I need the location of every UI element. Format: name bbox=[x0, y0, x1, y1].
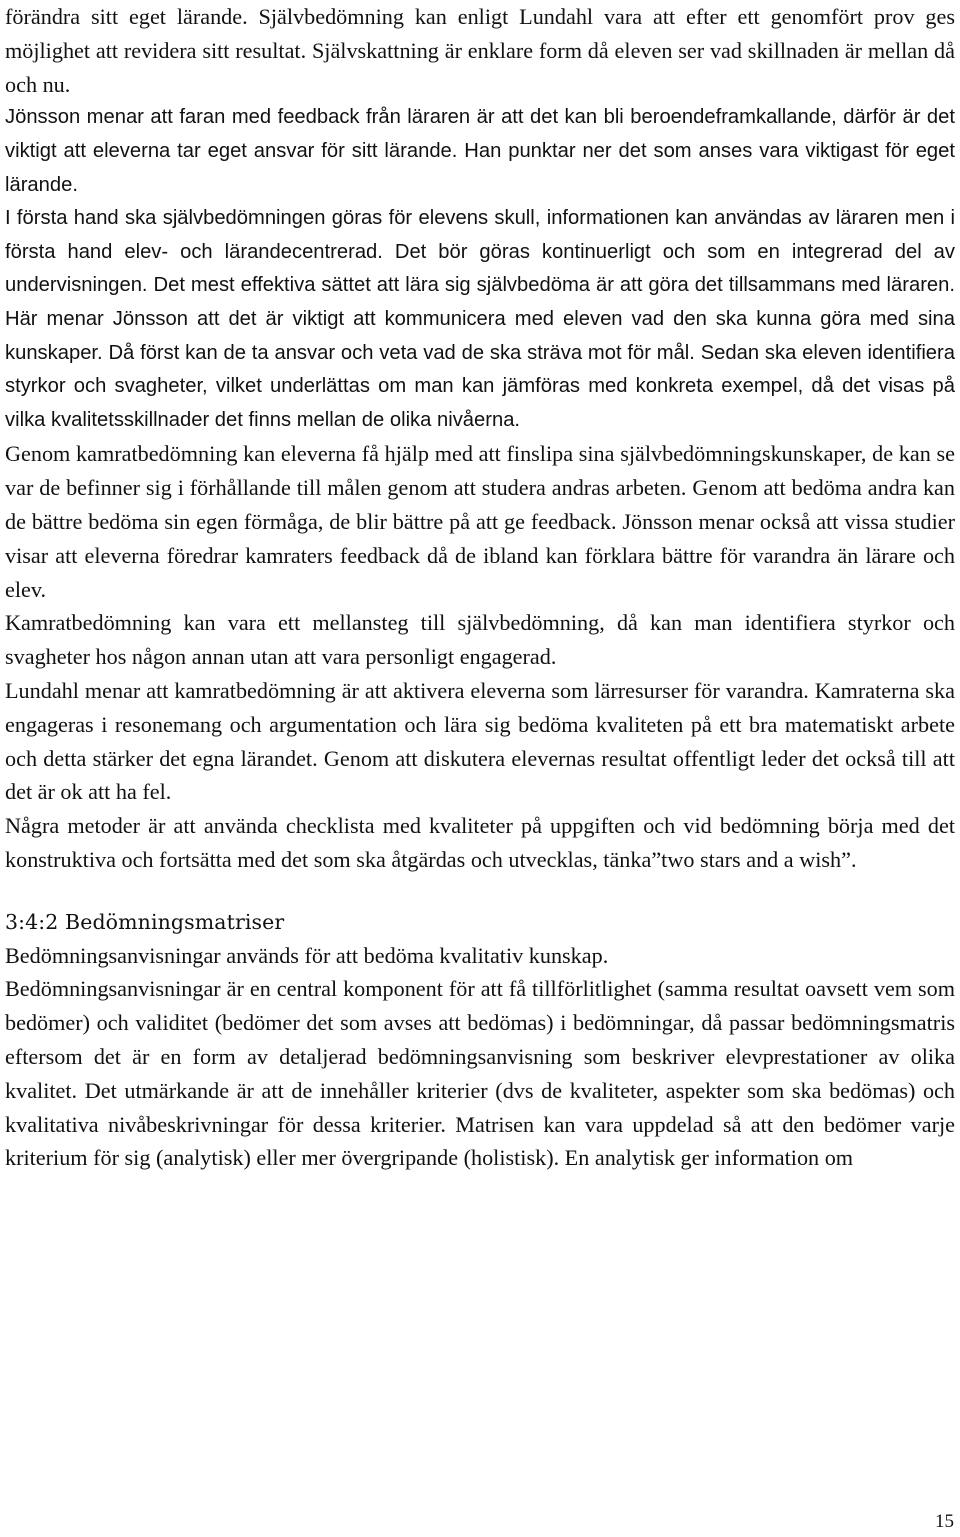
paragraph-methods-checklist: Några metoder är att använda checklista med kvaliteter på uppgiften och vid bedömning börja med det konstruktiva och fortsätta med det som ska åtgärdas och utvecklas, tänka”two stars and a wish”. bbox=[5, 813, 955, 872]
paragraph-peer-assessment: Genom kamratbedömning kan eleverna få hjälp med att finslipa sina självbedömningskunskaper, de kan se var de befinner sig i förhållande till målen genom att studera andras arbeten. Genom att bedöma andra kan de bättre bedöma sin egen förmåga, de blir bättre på att ge feedback. Jönsson menar också att vissa studier visar att eleverna föredrar kamraters feedback då de ibland kan förklara bättre för varandra än lärare och elev. bbox=[5, 441, 955, 602]
section-heading: 3:4:2 Bedömningsmatriser bbox=[5, 909, 285, 934]
paragraph-assessment-matrix: Bedömningsanvisningar är en central komponent för att få tillförlitlighet (samma resultat oavsett vem som bedömer) och validitet (bedömer det som avses att bedömas) i bedömningar, då passar bedömningsmatris eftersom det är en form av detaljerad bedömningsanvisning som beskriver elevprestationer av olika kvalitet. Det utmärkande är att de innehåller kriterier (dvs de kvaliteter, aspekter som ska bedömas) och kvalitativa nivåbeskrivningar för dessa kriterier. Matrisen kan vara uppdelad så att den bedömer varje kriterium för sig (analytisk) eller mer övergripande (holistisk). En analytisk ger information om bbox=[5, 976, 955, 1171]
paragraph-jonsson-feedback: Jönsson menar att faran med feedback från läraren är att det kan bli beroendeframkallande, därför är det viktigt att eleverna tar eget ansvar för sitt lärande. Han punktar ner det som anses vara viktigast för eget lärande. bbox=[5, 106, 955, 196]
paragraph-lundahl-peer-resources: Lundahl menar att kamratbedömning är att aktivera eleverna som lärresurser för varandra. Kamraterna ska engageras i resonemang och argumentation och lära sig bedöma kvaliteten på ett bra matematiskt arbete och detta stärker det egna lärandet. Genom att diskutera elevernas resultat offentligt leder det också till att det är ok att ha fel. bbox=[5, 677, 955, 805]
paragraph-assessment-instructions-intro: Bedömningsanvisningar används för att bedöma kvalitativ kunskap. bbox=[5, 942, 609, 968]
paragraph-peer-intermediate-step: Kamratbedömning kan vara ett mellansteg till självbedömning, då kan man identifiera styrkor och svagheter hos någon annan utan att vara personligt engagerad. bbox=[5, 610, 955, 670]
body-text bbox=[5, 0, 955, 1175]
paragraph-self-assessment: förändra sitt eget lärande. Självbedömning kan enligt Lundahl vara att efter ett genomfört prov ges möjlighet att revidera sitt resultat. Självskattning är enklare form då eleven ser vad skillnaden är mellan då och nu. bbox=[5, 4, 955, 97]
paragraph-self-assessment-principles: I första hand ska självbedömningen göras för elevens skull, informationen kan användas av läraren men i första hand elev- och lärandecentrerad. Det bör göras kontinuerligt och som en integrerad del av undervisningen. Det mest effektiva sättet att lära sig självbedöma är att göra det tillsammans med läraren. Här menar Jönsson att det är viktigt att kommunicera med eleven vad den ska kunna göra med sina kunskaper. Då först kan de ta ansvar och veta vad de ska sträva mot för mål. Sedan ska eleven identifiera styrkor och svagheter, vilket underlättas om man kan jämföras med konkreta exempel, då det visas på vilka kvalitetsskillnader det finns mellan de olika nivåerna. bbox=[5, 207, 955, 431]
section-spacer bbox=[5, 877, 955, 905]
page-number: 15 bbox=[935, 1511, 954, 1532]
